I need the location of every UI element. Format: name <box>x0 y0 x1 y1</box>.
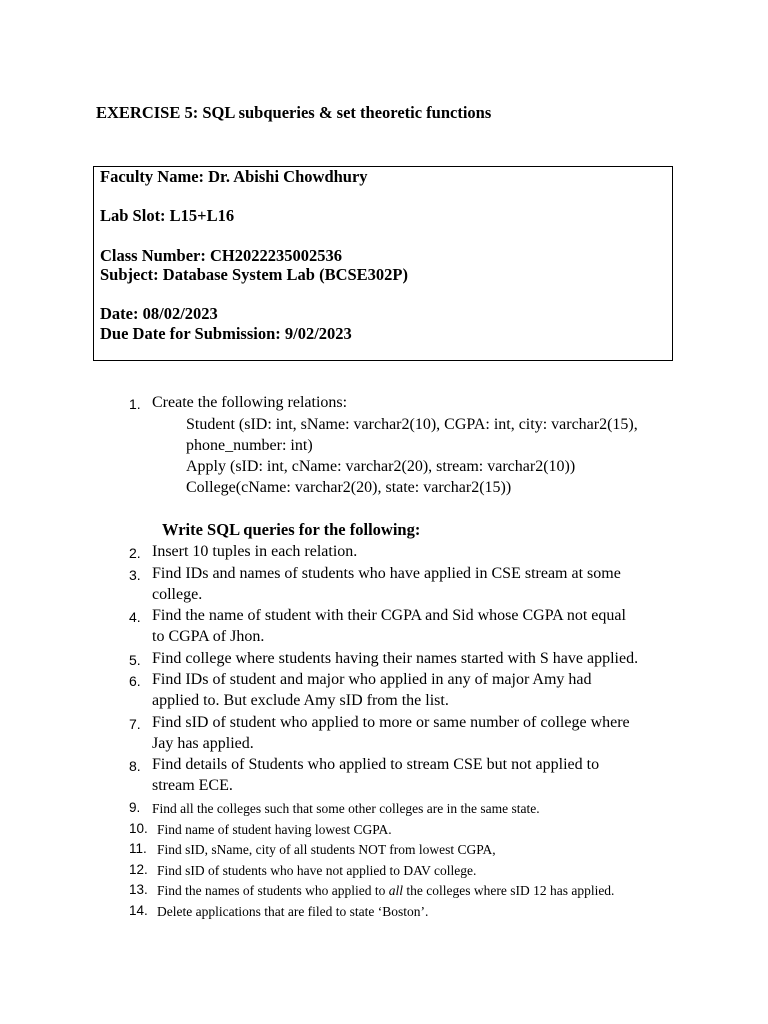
task-2-number: 2. <box>129 545 141 561</box>
task-10-text: Find name of student having lowest CGPA. <box>157 822 392 837</box>
relation-apply: Apply (sID: int, cName: varchar2(20), stream: varchar2(10)) <box>186 458 576 475</box>
task-9-number: 9. <box>129 800 141 815</box>
task-5-text: Find college where students having their names started with S have applied. <box>152 650 639 667</box>
task-6-text-cont: applied to. But exclude Amy sID from the list. <box>152 692 449 709</box>
task-4-text: Find the name of student with their CGPA and Sid whose CGPA not equal <box>152 607 626 624</box>
lab-slot: Lab Slot: L15+L16 <box>100 206 235 225</box>
task-11-text: Find sID, sName, city of all students NOT from lowest CGPA, <box>157 842 496 857</box>
task-9-text: Find all the colleges such that some other colleges are in the same state. <box>152 801 540 816</box>
subject: Subject: Database System Lab (BCSE302P) <box>100 265 409 284</box>
task-1-number: 1. <box>129 396 141 412</box>
class-number: Class Number: CH2022235002536 <box>100 246 342 265</box>
task-6-number: 6. <box>129 673 141 689</box>
date: Date: 08/02/2023 <box>100 304 218 323</box>
task-12-number: 12. <box>129 862 148 877</box>
task-8-text: Find details of Students who applied to stream CSE but not applied to <box>152 756 600 773</box>
relation-student: Student (sID: int, sName: varchar2(10), CGPA: int, city: varchar2(15), <box>186 416 638 433</box>
task-14-text: Delete applications that are filed to state ‘Boston’. <box>157 904 429 919</box>
task-2-text: Insert 10 tuples in each relation. <box>152 543 358 560</box>
faculty-name: Faculty Name: Dr. Abishi Chowdhury <box>100 167 368 186</box>
task-5-number: 5. <box>129 652 141 668</box>
task-6-text: Find IDs of student and major who applied in any of major Amy had <box>152 671 592 688</box>
task-13-text <box>157 883 614 899</box>
task-7-text: Find sID of student who applied to more or same number of college where <box>152 714 630 731</box>
exercise-title: EXERCISE 5: SQL subqueries & set theoretic functions <box>96 103 492 122</box>
task-13-number: 13. <box>129 882 148 897</box>
task-14-number: 14. <box>129 903 148 918</box>
relation-student-cont: phone_number: int) <box>186 437 313 454</box>
queries-heading: Write SQL queries for the following: <box>162 520 421 539</box>
task-1-text: Create the following relations: <box>152 394 348 411</box>
due-date: Due Date for Submission: 9/02/2023 <box>100 324 352 343</box>
relation-college: College(cName: varchar2(20), state: varchar2(15)) <box>186 479 512 496</box>
task-11-number: 11. <box>129 841 147 856</box>
info-box <box>93 166 673 361</box>
task-3-text-cont: college. <box>152 586 203 603</box>
task-13-text-before: Find the names of students who applied to <box>157 883 389 898</box>
task-10-number: 10. <box>129 821 148 836</box>
task-7-number: 7. <box>129 716 141 732</box>
task-3-text: Find IDs and names of students who have applied in CSE stream at some <box>152 565 621 582</box>
task-8-text-cont: stream ECE. <box>152 777 233 794</box>
task-4-number: 4. <box>129 609 141 625</box>
task-8-number: 8. <box>129 758 141 774</box>
task-4-text-cont: to CGPA of Jhon. <box>152 628 265 645</box>
task-12-text: Find sID of students who have not applied to DAV college. <box>157 863 477 878</box>
task-13-text-after: the colleges where sID 12 has applied. <box>403 883 615 898</box>
task-7-text-cont: Jay has applied. <box>152 735 254 752</box>
task-13-text-emphasis: all <box>388 883 403 898</box>
task-3-number: 3. <box>129 567 141 583</box>
